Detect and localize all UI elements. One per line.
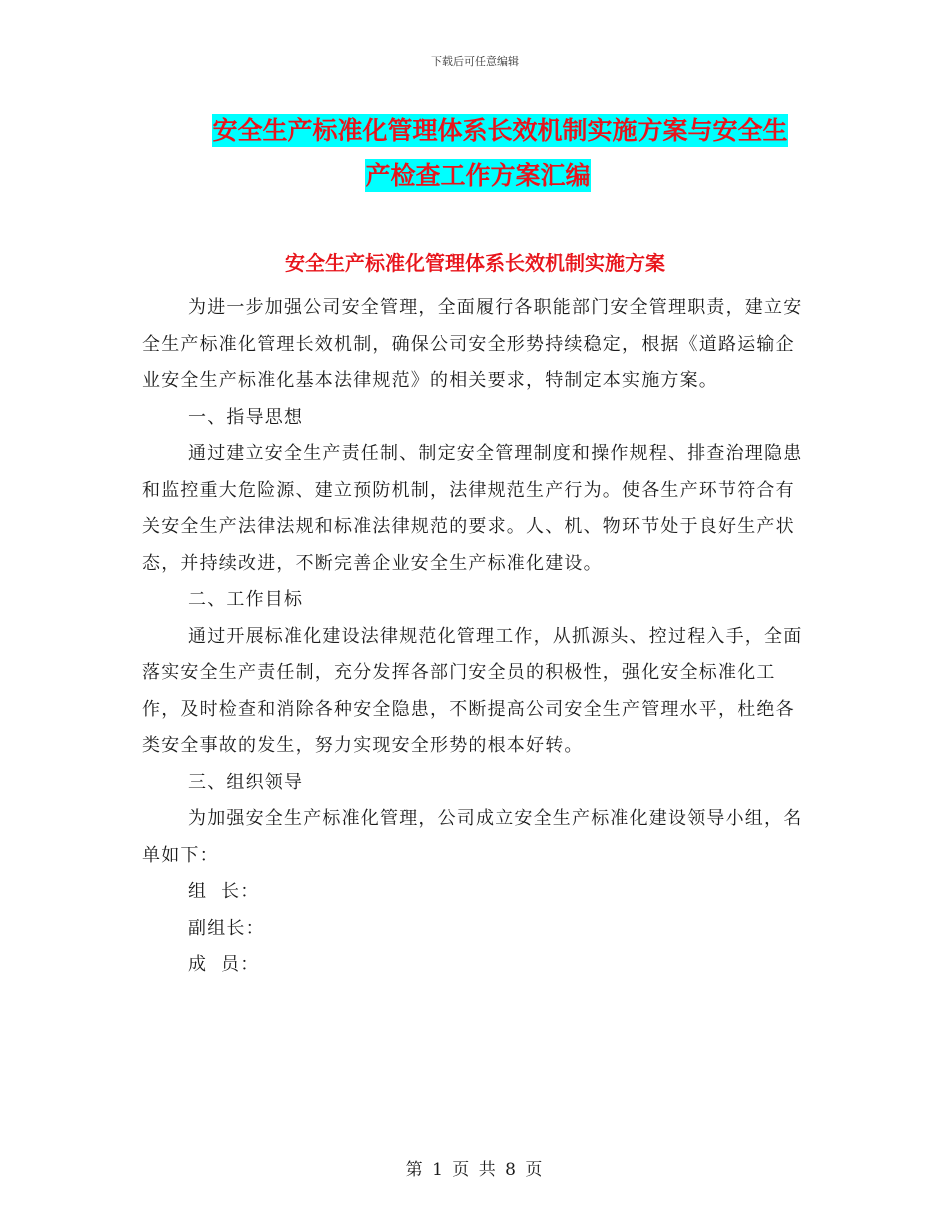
members-line: 成 员： [188,954,260,975]
main-title-line-1: 安全生产标准化管理体系长效机制实施方案与安全生 [212,116,788,145]
leader-line: 组 长： [188,881,260,902]
heading-guiding-principle: 一、指导思想 [188,406,304,428]
document-body [142,290,810,984]
section-title: 安全生产标准化管理体系长效机制实施方案 [285,251,665,275]
organization-paragraph: 为加强安全生产标准化管理，公司成立安全生产标准化建设领导小组，名单如下： [142,808,803,866]
guiding-principle-paragraph: 通过建立安全生产责任制、制定安全管理制度和操作规程、排查治理隐患和监控重大危险源、建立预防机制，法律规范生产行为。使各生产环节符合有关安全生产法律法规和标准法律规范的要求。人、机、物环节处于良好生产状态，并持续改进，不断完善企业安全生产标准化建设。 [142,443,803,574]
page-number: 第 1 页 共 8 页 [405,1160,545,1180]
work-goal-paragraph: 通过开展标准化建设法律规范化管理工作，从抓源头、控过程入手，全面落实安全生产责任制，充分发挥各部门安全员的积极性，强化安全标准化工作，及时检查和消除各种安全隐患，不断提高公司安全生产管理水平，杜绝各类安全事故的发生，努力实现安全形势的根本好转。 [142,625,803,756]
heading-work-goal: 二、工作目标 [188,589,304,610]
main-title-line-2: 产检查工作方案汇编 [365,161,591,190]
header-note: 下载后可任意编辑 [431,55,519,68]
heading-organization: 三、组织领导 [188,771,304,793]
document-main-title [0,108,950,198]
deputy-leader-line: 副组长： [188,917,265,939]
intro-paragraph: 为进一步加强公司安全管理，全面履行各职能部门安全管理职责，建立安全生产标准化管理长效机制，确保公司安全形势持续稳定，根据《道路运输企业安全生产标准化基本法律规范》的相关要求，特制定本实施方案。 [142,297,803,391]
